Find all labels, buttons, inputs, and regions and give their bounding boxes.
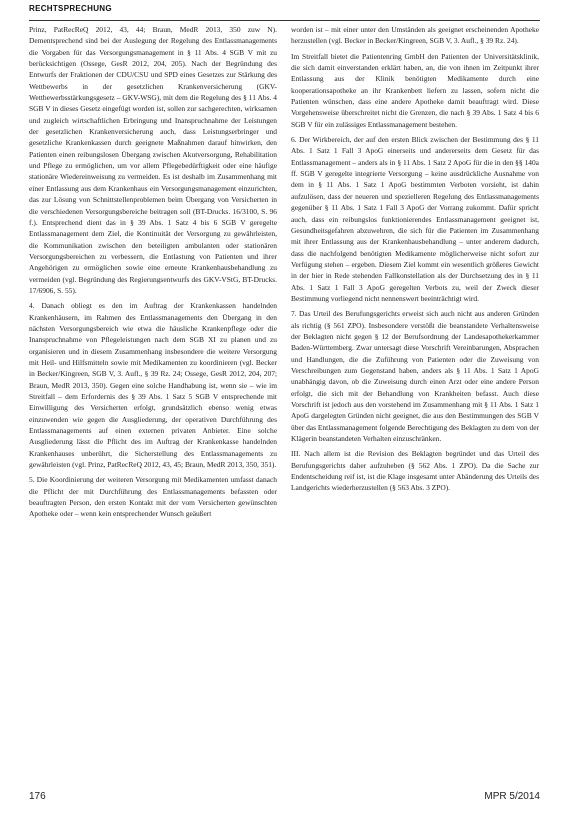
left-column <box>29 24 277 524</box>
paragraph: 5. Die Koordinierung der weiteren Versorgung mit Medikamenten umfasst danach die Pflicht der mit Durchführung des Entlassmanagements befassten oder beauftragten Person, den ersten Kontakt mit der vom Versicherten gewünschten Apotheke oder – wenn kein entsprechender Wunsch geäußert <box>29 475 277 519</box>
page-number: 176 <box>29 791 46 802</box>
paragraph: Im Streitfall bietet die Patientenring GmbH den Patienten der Universitätsklinik, die sich damit einverstanden erklärt haben, an, die von ihnen im Zeitpunkt ihrer Entlassung aus der Klinik benötigten Medikamente durch eine kooperationsapotheke an ihr Krankenbett liefern zu lassen, sofern nicht die Patienten wünschen, dass eine andere Apotheke damit beauftragt wird. Diese Vorgehensweise überschreitet nicht die Grenzen, die nach § 39 Abs. 1 Satz 4 bis 6 SGB V für ein zulässiges Entlassmanagement bestehen. <box>291 51 539 129</box>
paragraph: worden ist – mit einer unter den Umständen als geeignet erscheinenden Apotheke herzustellen (vgl. Becker in Becker/Kingreen, SGB V, 3. Aufl., § 39 Rz. 24). <box>291 25 539 46</box>
paragraph: 6. Der Wirkbereich, der auf den ersten Blick zwischen der Bestimmung des § 11 Abs. 1 Satz 1 Fall 3 ApoG einerseits und andererseits dem Gesetz für das Entlassmanagement – anders als in § 11 Abs. 1 Satz 2 ApoG für die in den §§ 140a ff. SGB V geregelte integrierte Versorgung – keine ausdrückliche Ausnahme von dem in § 11 Abs. 1 Satz 1 ApoG bestimmten Verboten vorsieht, ist dahin aufzulösen, dass der neueren und spezielleren Regelung des Entlassmanagements gegenüber § 11 Abs. 1 Satz 1 Fall 3 ApoG der Vorrang zukommt. Dafür spricht auch, dass ein reibungslos funktionierendes Entlassmanagement geeignet ist, Gesundheitsgefahren abzuwehren, die sich für die Patienten im Zusammenhang mit ihrer Entlassung aus der Krankenhausbehandlung – unter anderem dadurch, dass die nachfolgend benötigten Medikamente möglicherweise nicht sofort zur Verfügung stehen – ergeben. Diesem Ziel kommt ein wesentlich größeres Gewicht in der hier in Rede stehenden Fallkonstellation als der Durchsetzung des in § 11 Abs. 1 Satz 1 Fall 3 ApoG geregelten Verbots zu, weil der Zweck dieser Bestimmung vorliegend nicht nennenswert beeinträchtigt wird. <box>291 135 539 303</box>
journal-reference: MPR 5/2014 <box>484 791 540 802</box>
section-header: RECHTSPRECHUNG <box>29 4 112 13</box>
header-rule <box>29 20 540 21</box>
paragraph: 4. Danach obliegt es den im Auftrag der Krankenkassen handelnden Krankenhäusern, im Rahmen des Entlassmanagements den Übergang in den nächsten Versorgungsbereich wie etwa die häusliche Krankenpflege oder die Inanspruchnahme von Pflegeleistungen nach dem SGB XI zu planen und zu organisieren und in diesem Zusammenhang insbesondere die weitere Versorgung mit Heil- und Hilfsmitteln sowie mit Medikamenten zu koordinieren (vgl. Becker in Becker/Kingreen, SGB V, 3. Aufl., § 39 Rz. 24; Ossege, GesR 2012, 204, 207; Braun, MedR 2013, 350). Gegen eine solche Handhabung ist, wenn sie – wie im Streitfall – dem Erfordernis des § 39 Abs. 1 Satz 5 SGB V entsprechende mit Einwilligung des Versicherten erfolgt, grundsätzlich ebenso wenig etwas einzuwenden wie gegen die Ausgliederung, der operativen Durchführung des Entlassmanagements auf einen externen privaten Anbieter. Eine solche Ausgliederung lässt die Pflicht des im Auftrag der Krankenkasse handelnden Krankenhauses unberührt, die Sicherstellung des Entlassmanagements zu gewährleisten (vgl. Prinz, PatRecReQ 2012, 43, 45; Braun, MedR 2013, 350, 351). <box>29 301 277 470</box>
paragraph: Prinz, PatRecReQ 2012, 43, 44; Braun, MedR 2013, 350 zuw N). Dementsprechend sind bei der Auslegung der Regelung des Entlassmanagements die Vorgaben für das Versorgungsmanagement in § 11 Abs. 4 SGB V mit zu berücksichtigen (Ossege, GesR 2012, 204, 205). Nach der Begründung des Entwurfs der Fraktionen der CDU/CSU und SPD eines Gesetzes zur Stärkung des Wettbewerbs in der gesetzlichen Krankenversicherung (GKV-Wettbewerbsstärkungsgesetz – GKV-WSG), mit dem die Regelung des § 11 Abs. 4 SGB V in dieses Gesetz eingefügt worden ist, sollen zur sachgerechten, wirksamen und zugleich wirtschaftlichen Erbringung und Inanspruchnahme der Leistungen der gesetzlichen Krankenversicherung auch, dass Leistungserbringer und gesetzliche Krankenkassen durch geeignete Maßnahmen darauf hinwirken, den Patienten einen reibungslosen Übergang zwischen Akutversorgung, Rehabilitation und Pflege zu ermöglichen, um vor allem Pflegebedürftigkeit oder eine häufige stationäre Wiedereinweisung zu vermeiden. Es ist deshalb im Zusammenhang mit einer Entlassung aus dem Krankenhaus ein Versorgungsmanagement einzurichten, das zur Lösung von Schnittstellenproblemen beim Übergang von Versicherten in die verschiedenen Versorgungsbereiche beitragen soll (BT-Drucks. 16/3100, S. 96 f.). Entsprechend dient das in § 39 Abs. 1 Satz 4 bis 6 SGB V geregelte Entlassmanagement dem Ziel, die Kontinuität der Versorgung zu gewährleisten, die Kommunikation zwischen den beteiligten ambulanten oder stationären Versorgungsbereichen zu verbessern, die Entlastung von Patienten und ihrer Angehörigen zu ermöglichen sowie eine erneute Krankenhausbehandlung zu vermeiden (vgl. Begründung des Regierungsentwurfs des GKV-VStG, BT-Drucks. 17/6906, S. 55). <box>29 25 277 295</box>
right-column <box>291 24 539 498</box>
paragraph: III. Nach allem ist die Revision des Beklagten begründet und das Urteil des Berufungsgerichts daher aufzuheben (§ 562 Abs. 1 ZPO). Da die Sache zur Endentscheidung reif ist, ist die Klage insgesamt unter Abänderung des Urteils des Landgerichts wiederherzustellen (§ 563 Abs. 3 ZPO). <box>291 449 539 493</box>
paragraph: 7. Das Urteil des Berufungsgerichts erweist sich auch nicht aus anderen Gründen als richtig (§ 561 ZPO). Insbesondere verstößt die beanstandete Verhaltensweise der Beklagten nicht gegen § 12 der Berufsordnung der Landesapothekerkammer Baden-Württemberg. Zwar untersagt diese Vorschrift Vereinbarungen, Absprachen und Handlungen, die die Zuführung von Patienten oder die Zuweisung von Verschreibungen zum Gegenstand haben, anders als § 11 Abs. 1 Satz 1 ApoG unabhängig davon, ob die Zuweisung durch einen Arzt oder eine andere Person erfolgt, die sich mit der Behandlung von Krankheiten befasst. Auch diese Vorschrift ist jedoch aus den vorstehend im Zusammenhang mit § 11 Abs. 1 Satz 1 ApoG dargelegten Gründen nicht geeignet, die aus den Bestimmungen des SGB V über das Entlassmanagement folgende Berechtigung des Beklagten zu dem von der Klägerin beanstandeten Verhalten einzuschränken. <box>291 309 539 444</box>
